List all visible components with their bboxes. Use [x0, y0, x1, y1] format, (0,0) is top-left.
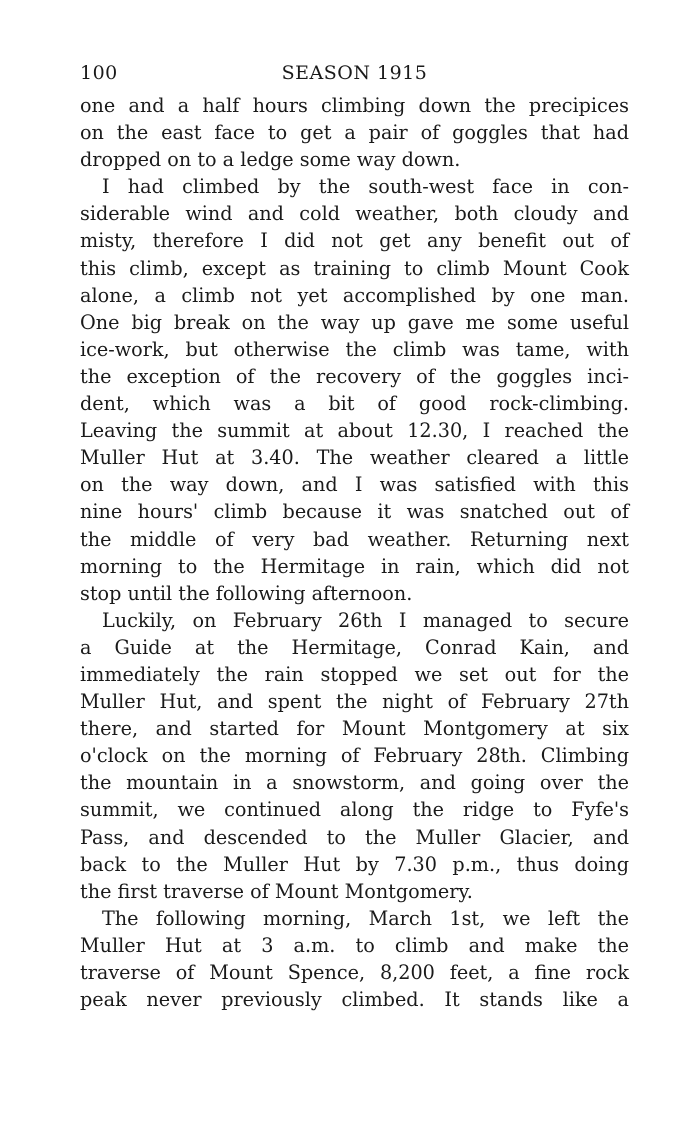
paragraph [80, 92, 629, 173]
text-line: one and a half hours climbing down the precipices [80, 94, 629, 117]
text-line: Luckily, on February 26th I managed to secure [102, 608, 629, 632]
text-line: morning to the Hermitage in rain, which did not [80, 554, 629, 578]
text-line: misty, therefore I did not get any benefit out of [80, 229, 629, 253]
paragraph [80, 173, 629, 607]
text-line: the middle of very bad weather. Returning next [80, 527, 629, 551]
body-text [80, 92, 629, 1013]
text-line: Muller Hut, and spent the night of February 27th [80, 690, 629, 714]
text-line: the exception of the recovery of the goggles inci- [80, 364, 629, 388]
text-line: summit, we continued along the ridge to Fyfe's [80, 798, 629, 822]
text-line: nine hours' climb because it was snatched out of [80, 500, 629, 524]
text-line: there, and started for Mount Montgomery at six [80, 717, 629, 741]
page-number: 100 [80, 62, 118, 84]
text-line: alone, a climb not yet accomplished by one man. [80, 283, 629, 307]
text-line: siderable wind and cold weather, both cloudy and [80, 202, 629, 226]
text-line: on the east face to get a pair of goggles that had [80, 121, 629, 145]
text-line: dent, which was a bit of good rock-climbing. [80, 392, 629, 416]
text-line: One big break on the way up gave me some useful [80, 310, 629, 334]
text-line: the mountain in a snowstorm, and going over the [80, 771, 629, 795]
text-line: Pass, and descended to the Muller Glacier, and [80, 825, 629, 849]
running-title: SEASON 1915 [281, 62, 428, 84]
text-line: stop until the following afternoon. [80, 581, 413, 605]
text-line: Leaving the summit at about 12.30, I reached the [80, 419, 629, 443]
text-line: immediately the rain stopped we set out for the [80, 662, 629, 686]
book-page [80, 62, 629, 1013]
text-line: dropped on to a ledge some way down. [80, 148, 461, 172]
text-line: I had climbed by the south-west face in con- [102, 175, 629, 199]
text-line: The following morning, March 1st, we left the [102, 906, 629, 930]
text-line: Muller Hut at 3 a.m. to climb and make the [80, 933, 629, 957]
text-line: peak never previously climbed. It stands like a [80, 988, 629, 1012]
text-line: o'clock on the morning of February 28th. Climbing [80, 744, 629, 768]
text-line: back to the Muller Hut by 7.30 p.m., thus doing [80, 852, 629, 876]
text-line: this climb, except as training to climb Mount Cook [80, 256, 629, 280]
paragraph [80, 905, 629, 1013]
text-line: Muller Hut at 3.40. The weather cleared a little [80, 446, 629, 470]
text-line: on the way down, and I was satisfied with this [80, 473, 629, 497]
running-head [80, 62, 629, 92]
text-line: ice-work, but otherwise the climb was tame, with [80, 337, 629, 361]
text-line: a Guide at the Hermitage, Conrad Kain, and [80, 635, 629, 659]
text-line: the first traverse of Mount Montgomery. [80, 879, 473, 903]
text-line: traverse of Mount Spence, 8,200 feet, a fine rock [80, 961, 629, 984]
paragraph [80, 607, 629, 905]
